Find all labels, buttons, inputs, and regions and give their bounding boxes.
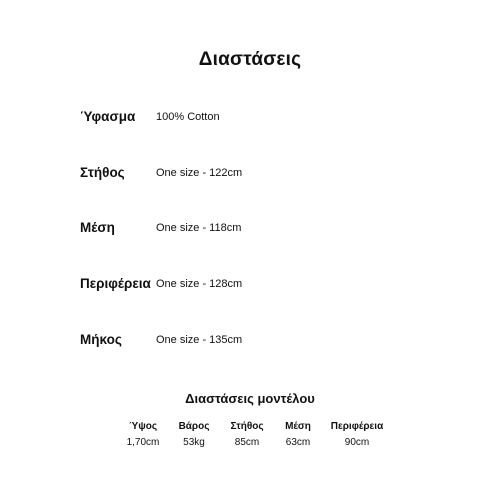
model-column-weight [174,420,214,450]
spec-label: Στήθος [80,165,125,180]
spec-label: Περιφέρεια [80,276,151,291]
model-column-value: 90cm [344,437,370,448]
model-column-header: Περιφέρεια [330,421,384,432]
model-column-value: 53kg [183,437,205,448]
spec-row-fabric [0,109,500,131]
model-column-value: 1,70cm [126,437,160,448]
model-column-header: Μέση [285,421,311,432]
spec-label: Μέση [80,220,115,235]
model-column-hips [326,420,388,450]
spec-value: One size - 128cm [156,278,243,290]
model-column-value: 63cm [285,437,311,448]
spec-row-waist [0,220,500,242]
spec-value: One size - 135cm [156,334,243,346]
model-column-header: Ύψος [128,421,158,432]
spec-row-length [0,332,500,354]
spec-row-hips [0,276,500,298]
model-column-waist [280,420,316,450]
model-measurements-title: Διαστάσεις μοντέλου [185,391,315,406]
spec-label: Ύφασμα [80,109,136,124]
spec-value: 100% Cotton [156,111,220,123]
spec-label: Μήκος [80,332,122,347]
model-column-height [120,420,166,450]
spec-row-chest [0,165,500,187]
model-column-value: 85cm [234,437,260,448]
page-title: Διαστάσεις [198,49,302,70]
spec-value: One size - 118cm [156,222,242,234]
model-column-header: Στήθος [230,421,264,432]
spec-value: One size - 122cm [156,167,243,179]
model-column-header: Βάρος [178,421,210,432]
model-column-chest [222,420,272,450]
